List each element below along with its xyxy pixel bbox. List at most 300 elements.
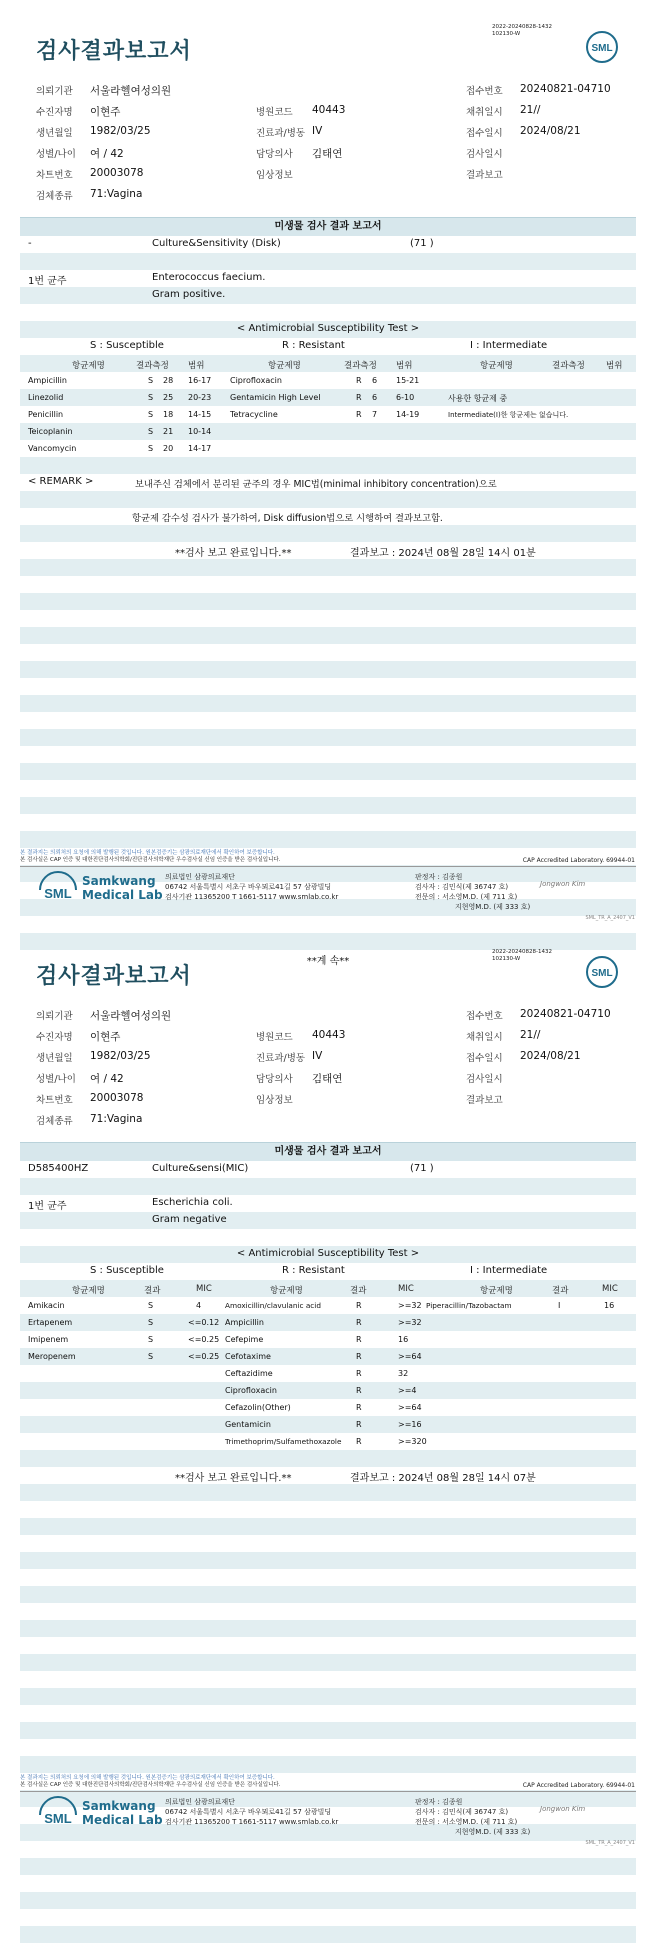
labels-examiner: 검사일시 — [466, 1074, 503, 1085]
hospital-code: 40443 — [312, 104, 346, 116]
labels-receipt-date: 접수일시 — [466, 1053, 503, 1064]
footer-brand2: Medical Lab — [82, 888, 163, 902]
footer-address: 06742 서울특별시 서초구 바우뫼로41길 57 삼광빌딩 — [165, 883, 332, 891]
labels-dept: 진료과/병동 — [256, 1053, 306, 1064]
cap-accreditation: CAP Accredited Laboratory. 69944-01 — [522, 1782, 635, 1789]
ast-row — [20, 1433, 636, 1450]
text-cell — [20, 763, 636, 780]
footer-tester: 검사자 : 김민식(제 36747 호) — [415, 1808, 509, 1816]
labels-chart: 차트번호 — [36, 170, 73, 181]
ast-row — [20, 1399, 636, 1416]
text-cell — [20, 525, 636, 542]
labels-clinical: 임상정보 — [256, 170, 293, 181]
3-res: S — [148, 427, 154, 436]
text-cell — [20, 1263, 636, 1280]
report-doc-id-line1: 2022-20240828-1432 — [492, 24, 552, 30]
labels-examiner: 검사일시 — [466, 149, 503, 160]
4-res: S — [148, 444, 154, 453]
text-cell — [36, 1046, 636, 1067]
text-cell — [20, 1603, 636, 1620]
col-headers-6: 항균제명 — [480, 361, 513, 371]
sml-brand-icon — [36, 1795, 80, 1829]
form-version: SML_TR_A_2407_V1 — [585, 1840, 635, 1846]
labels-patient: 수진자명 — [36, 107, 73, 118]
footer-tester: 검사자 : 김민식(제 36747 호) — [415, 883, 509, 891]
5-range: 15-21 — [396, 376, 420, 385]
gram-stain: Gram positive. — [152, 289, 226, 300]
4-range: 14-17 — [188, 444, 212, 453]
3-res: S — [148, 1352, 154, 1361]
text-cell — [20, 593, 636, 610]
text-cell — [20, 1926, 636, 1943]
text-cell — [20, 1484, 636, 1501]
6-range: 6-10 — [396, 393, 415, 402]
4-name: Ceftazidime — [225, 1369, 273, 1378]
report-doc-id-line2: 102130-W — [492, 31, 521, 37]
col-headers-1: 결과 — [144, 1286, 161, 1296]
labels-birth: 생년월일 — [36, 1053, 73, 1064]
col-headers-8: MIC — [602, 1284, 618, 1294]
gram-stain: Gram negative — [152, 1214, 227, 1225]
1-res: R — [356, 1318, 362, 1327]
labels-hospital-code: 병원코드 — [256, 1032, 293, 1043]
text-cell — [20, 321, 636, 338]
2-mic: 16 — [398, 1335, 409, 1344]
text-cell — [20, 236, 636, 253]
3-val: 21 — [163, 427, 174, 436]
text-cell — [36, 100, 636, 121]
8-res: R — [356, 1437, 362, 1446]
labels-sexage: 성별/나이 — [36, 149, 76, 160]
page1-remark2: 항균제 감수성 검사가 불가하여, Disk diffusion법으로 시행하여 결과보고함. — [132, 513, 443, 524]
text-cell — [20, 1501, 636, 1518]
labels-doctor: 담당의사 — [256, 149, 293, 160]
0-range: 16-17 — [188, 376, 212, 385]
text-cell — [36, 1067, 636, 1088]
patient-birth: 1982/03/25 — [90, 1050, 151, 1062]
ast-row — [20, 406, 636, 423]
text-cell — [20, 1161, 636, 1178]
text-cell — [20, 1212, 636, 1229]
continue-text: **계 속** — [306, 956, 350, 967]
report-logo-text: SML — [591, 968, 613, 979]
sml-logo-icon — [585, 955, 619, 989]
3-range: 10-14 — [188, 427, 212, 436]
text-cell — [20, 338, 636, 355]
1-val: 25 — [163, 393, 174, 402]
0-val: 28 — [163, 376, 174, 385]
patient-dept: IV — [312, 1050, 323, 1062]
birth-date: 1982/03/25 — [90, 125, 151, 137]
text-cell — [20, 712, 636, 729]
0-mic: >=32 — [398, 1301, 422, 1310]
1-mic: >=32 — [398, 1318, 422, 1327]
footer-brand1: Samkwang — [82, 874, 156, 888]
ast-row — [20, 372, 636, 389]
text-cell — [20, 1620, 636, 1637]
text-cell — [20, 1875, 636, 1892]
patient-chart-no: 20003078 — [90, 1092, 144, 1104]
1-name: Linezolid — [28, 393, 64, 402]
col-headers-2: MIC — [196, 1284, 212, 1294]
ast-title: < Antimicrobial Susceptibility Test > — [236, 323, 420, 334]
5-mic: >=4 — [398, 1386, 417, 1395]
patient-sexage: 여 / 42 — [90, 1073, 124, 1085]
labels-patient: 수진자명 — [36, 1032, 73, 1043]
collect-date: 21// — [520, 104, 541, 116]
8-mic: >=320 — [398, 1437, 427, 1446]
7-res: R — [356, 1420, 362, 1429]
text-cell — [20, 287, 636, 304]
results-table — [20, 1161, 636, 1960]
text-cell — [20, 866, 636, 867]
text-cell — [20, 1909, 636, 1926]
sml-brand-icon — [36, 870, 80, 904]
text-cell — [20, 1943, 636, 1960]
6-res: R — [356, 1403, 362, 1412]
1-range: 20-23 — [188, 393, 212, 402]
ast-header-row — [20, 355, 636, 372]
page1-side-note1: 사용한 항균제 중 — [448, 394, 508, 403]
text-cell — [20, 1569, 636, 1586]
footer-approver-label: 판정자 : 김종원 — [415, 1798, 463, 1806]
2-res: R — [356, 1335, 362, 1344]
1-name: Ampicillin — [225, 1318, 264, 1327]
text-cell — [20, 831, 636, 848]
text-cell — [20, 1722, 636, 1739]
form-version: SML_TR_A_2407_V1 — [585, 915, 635, 921]
sml-logo-icon — [585, 30, 619, 64]
labels-specimen-type: 검체종류 — [36, 191, 73, 202]
col-headers-0: 항균제명 — [72, 361, 105, 371]
signature: Jongwon Kim — [540, 880, 586, 888]
text-cell — [20, 780, 636, 797]
text-cell — [20, 491, 636, 508]
footer-note2: 본 검사실은 CAP 인증 및 대한진단검사의학회/진단검사의학재단 우수검사실 신임 인증을 받은 검사실입니다. — [20, 857, 281, 863]
4-mic: 32 — [398, 1369, 409, 1378]
text-cell — [20, 1739, 636, 1756]
labels-doctor: 담당의사 — [256, 1074, 293, 1085]
4-res: R — [356, 1369, 362, 1378]
brand-name — [82, 1799, 163, 1827]
0-res: S — [148, 376, 154, 385]
3-res: R — [356, 1352, 362, 1361]
labels-result-report: 결과보고 — [466, 170, 503, 181]
labels-chart: 차트번호 — [36, 1095, 73, 1106]
text-cell — [20, 576, 636, 593]
labels-collect-date: 채취일시 — [466, 107, 503, 118]
col-headers-6: 항균제명 — [480, 1286, 513, 1296]
col-headers-8: 범위 — [606, 361, 623, 371]
text-cell — [20, 1892, 636, 1909]
text-cell — [36, 1025, 636, 1046]
ast-row — [20, 1348, 636, 1365]
text-cell — [36, 184, 636, 205]
text-cell — [20, 1178, 636, 1195]
dept-value: IV — [312, 125, 323, 137]
page1-side-note2: Intermediate(I)한 항균제는 없습니다. — [448, 411, 569, 419]
remark-text: 보내주신 검체에서 분리된 균주의 경우 MIC법(minimal inhibitory concentration)으로 — [135, 479, 497, 490]
text-cell — [20, 814, 636, 831]
text-cell — [20, 644, 636, 661]
footer-note1: 본 결과지는 의뢰처의 요청에 의해 발행된 것입니다. 원본검증기는 삼광의료재단에서 확인하여 보증합니다. — [20, 850, 275, 856]
text-cell — [20, 559, 636, 576]
report-page-1 — [0, 0, 655, 967]
report-logo-text: SML — [591, 43, 613, 54]
labels-clinical: 임상정보 — [256, 1095, 293, 1106]
patient-info — [36, 79, 636, 205]
7-mic: >=16 — [398, 1420, 422, 1429]
1-res: S — [148, 1318, 154, 1327]
5-res: R — [356, 1386, 362, 1395]
3-name: Teicoplanin — [28, 427, 73, 436]
col-headers-3: 항균제명 — [268, 361, 301, 371]
0-name: Amoxicillin/clavulanic acid — [225, 1301, 321, 1310]
legend-s: S : Susceptible — [90, 340, 164, 351]
text-cell — [20, 1688, 636, 1705]
text-cell — [20, 1858, 636, 1875]
footer-contact: 검사기관 11365200 T 1661-5117 www.smlab.co.kr — [165, 893, 339, 901]
text-cell — [20, 1756, 636, 1773]
footer-brand1: Samkwang — [82, 1799, 156, 1813]
report-doc-id-line1: 2022-20240828-1432 — [492, 949, 552, 955]
3-name: Cefotaxime — [225, 1352, 271, 1361]
sex-age: 여 / 42 — [90, 148, 124, 160]
1-res: S — [148, 393, 154, 402]
0-mic: 16 — [604, 1301, 615, 1310]
page2-isolate-label: 1번 균주 — [28, 1201, 67, 1212]
text-cell — [20, 1586, 636, 1603]
patient-collect-date: 21// — [520, 1029, 541, 1041]
legend-r: R : Resistant — [282, 1265, 345, 1276]
labels-collect-date: 채취일시 — [466, 1032, 503, 1043]
complete-text: **검사 보고 완료입니다.** — [175, 548, 292, 559]
patient-specimen: 71:Vagina — [90, 1113, 143, 1125]
legend-s: S : Susceptible — [90, 1265, 164, 1276]
ast-header-row — [20, 1280, 636, 1297]
col-headers-5: 범위 — [396, 361, 413, 371]
footer-note1: 본 결과지는 의뢰처의 요청에 의해 발행된 것입니다. 원본검증기는 삼광의료재단에서 확인하여 보증합니다. — [20, 1775, 275, 1781]
0-res: I — [558, 1301, 561, 1310]
report-doc-id-line2: 102130-W — [492, 956, 521, 962]
test-code: D585400HZ — [28, 1163, 89, 1174]
2-res: S — [148, 1335, 154, 1344]
text-cell — [20, 729, 636, 746]
7-name: Gentamicin — [225, 1420, 271, 1429]
2-val: 18 — [163, 410, 174, 419]
6-name: Cefazolin(Other) — [225, 1403, 291, 1412]
text-cell — [20, 542, 636, 559]
section-title: 미생물 검사 결과 보고서 — [20, 1142, 636, 1161]
labels-receipt-no: 접수번호 — [466, 1011, 503, 1022]
labels-specimen-type: 검체종류 — [36, 1116, 73, 1127]
ast-row — [20, 1297, 636, 1314]
text-cell — [20, 1467, 636, 1484]
2-name: Penicillin — [28, 410, 64, 419]
7-res: R — [356, 410, 362, 419]
report-logo-text: SML — [44, 886, 72, 901]
col-headers-5: MIC — [398, 1284, 414, 1294]
labels-hospital-code: 병원코드 — [256, 107, 293, 118]
legend-i: I : Intermediate — [470, 1265, 548, 1276]
8-name: Trimethoprim/Sulfamethoxazole — [225, 1437, 342, 1446]
2-mic: <=0.25 — [188, 1335, 220, 1344]
3-mic: >=64 — [398, 1352, 422, 1361]
0-res: S — [148, 1301, 154, 1310]
footer-approver-label: 판정자 : 김종원 — [415, 873, 463, 881]
7-val: 7 — [372, 410, 378, 419]
institution-value: 서울라헬여성의원 — [90, 85, 172, 97]
7-range: 14-19 — [396, 410, 420, 419]
6-val: 6 — [372, 393, 378, 402]
footer-specialist2: 지현영M.D. (제 333 호) — [455, 1828, 531, 1836]
labels-result-report: 결과보고 — [466, 1095, 503, 1106]
specimen-type: 71:Vagina — [90, 188, 143, 200]
brand-name — [82, 874, 163, 902]
3-name: Meropenem — [28, 1352, 76, 1361]
text-cell — [20, 1450, 636, 1467]
organism-name: Enterococcus faecium. — [152, 272, 266, 283]
approvers — [415, 872, 530, 912]
text-cell — [20, 1518, 636, 1535]
text-cell — [20, 457, 636, 474]
text-cell — [36, 1088, 636, 1109]
text-cell — [20, 253, 636, 270]
ast-row — [20, 1365, 636, 1382]
text-cell — [20, 304, 636, 321]
col-headers-4: 결과 — [350, 1286, 367, 1296]
col-headers-0: 항균제명 — [72, 1286, 105, 1296]
col-headers-1: 결과측정 — [136, 361, 169, 371]
col-headers-7: 결과측정 — [552, 361, 585, 371]
text-cell — [20, 1535, 636, 1552]
text-cell — [20, 746, 636, 763]
ast-row — [20, 389, 636, 406]
text-cell — [36, 121, 636, 142]
patient-name: 이현주 — [90, 1031, 121, 1043]
text-cell — [20, 1671, 636, 1688]
chart-no: 20003078 — [90, 167, 144, 179]
text-cell — [20, 1552, 636, 1569]
patient-receipt-no: 20240821-04710 — [520, 1008, 611, 1020]
labels-sexage: 성별/나이 — [36, 1074, 76, 1085]
page1-row1-code: - — [28, 238, 32, 249]
legend-r: R : Resistant — [282, 340, 345, 351]
6-res: R — [356, 393, 362, 402]
col-headers-7: 결과 — [552, 1286, 569, 1296]
text-cell — [20, 797, 636, 814]
isolate-label: 1번 균주 — [28, 276, 67, 287]
ast-row — [20, 423, 636, 440]
signature: Jongwon Kim — [540, 1805, 586, 1813]
complete-text: **검사 보고 완료입니다.** — [175, 1473, 292, 1484]
test-name: Culture&sensi(MIC) — [152, 1163, 249, 1174]
page-title: 검사결과보고서 — [36, 39, 192, 64]
document-id — [492, 949, 552, 963]
labels-receipt-no: 접수번호 — [466, 86, 503, 97]
receipt-no-value: 20240821-04710 — [520, 83, 611, 95]
4-val: 20 — [163, 444, 174, 453]
text-cell — [20, 1705, 636, 1722]
2-res: S — [148, 410, 154, 419]
text-cell — [20, 1195, 636, 1212]
patient-institution: 서울라헬여성의원 — [90, 1010, 172, 1022]
text-cell — [20, 1246, 636, 1263]
5-name: Ciprofloxacin — [225, 1386, 277, 1395]
2-name: Imipenem — [28, 1335, 69, 1344]
col-headers-3: 항균제명 — [270, 1286, 303, 1296]
footer-specialist-label: 전문의 : 서소영M.D. (제 711 호) — [415, 1818, 518, 1826]
remark-label: < REMARK > — [28, 476, 94, 487]
2-name: Cefepime — [225, 1335, 264, 1344]
doctor-name: 김태연 — [312, 148, 343, 160]
text-cell — [36, 79, 636, 100]
5-val: 6 — [372, 376, 378, 385]
footer-address: 06742 서울특별시 서초구 바우뫼로41길 57 삼광빌딩 — [165, 1808, 332, 1816]
3-mic: <=0.25 — [188, 1352, 220, 1361]
text-cell — [20, 270, 636, 287]
text-cell — [20, 1229, 636, 1246]
report-time: 결과보고 : 2024년 08월 28일 14시 07분 — [350, 1473, 536, 1484]
7-name: Tetracycline — [230, 410, 278, 419]
1-mic: <=0.12 — [188, 1318, 220, 1327]
text-cell — [20, 1637, 636, 1654]
text-cell — [20, 661, 636, 678]
5-name: Ciprofloxacin — [230, 376, 282, 385]
approvers — [415, 1797, 530, 1837]
footer-org: 의료법인 삼광의료재단 — [165, 873, 235, 881]
patient-info — [36, 1004, 636, 1130]
receipt-date: 2024/08/21 — [520, 125, 581, 137]
text-cell — [20, 627, 636, 644]
lab-address — [165, 1797, 338, 1827]
6-name: Gentamicin High Level — [230, 393, 321, 402]
text-cell — [20, 695, 636, 712]
patient-doctor: 김태연 — [312, 1073, 343, 1085]
ast-row — [20, 1314, 636, 1331]
col-headers-4: 결과측정 — [344, 361, 377, 371]
text-cell — [20, 474, 636, 491]
footer-specialist-label: 전문의 : 서소영M.D. (제 711 호) — [415, 893, 518, 901]
text-cell — [36, 1004, 636, 1025]
ast-row — [20, 1382, 636, 1399]
labels-receipt-date: 접수일시 — [466, 128, 503, 139]
labels-institution: 의뢰기관 — [36, 86, 73, 97]
0-name: Ampicillin — [28, 376, 67, 385]
0-name: Piperacillin/Tazobactam — [426, 1301, 512, 1310]
cap-accreditation: CAP Accredited Laboratory. 69944-01 — [522, 857, 635, 864]
col-headers-2: 범위 — [188, 361, 205, 371]
section-title: 미생물 검사 결과 보고서 — [20, 217, 636, 236]
report-page-2 — [0, 925, 655, 1850]
5-res: R — [356, 376, 362, 385]
page1-row1-num: (71 ) — [410, 238, 434, 249]
patient-receipt-date: 2024/08/21 — [520, 1050, 581, 1062]
lab-address — [165, 872, 338, 902]
4-name: Vancomycin — [28, 444, 77, 453]
text-cell — [20, 678, 636, 695]
footer-brand2: Medical Lab — [82, 1813, 163, 1827]
text-cell — [20, 1654, 636, 1671]
footer-org: 의료법인 삼광의료재단 — [165, 1798, 235, 1806]
6-mic: >=64 — [398, 1403, 422, 1412]
text-cell — [20, 508, 636, 525]
labels-dept: 진료과/병동 — [256, 128, 306, 139]
text-cell — [20, 610, 636, 627]
labels-birth: 생년월일 — [36, 128, 73, 139]
0-mic: 4 — [196, 1301, 202, 1310]
report-ast-title: < Antimicrobial Susceptibility Test > — [236, 1248, 420, 1259]
